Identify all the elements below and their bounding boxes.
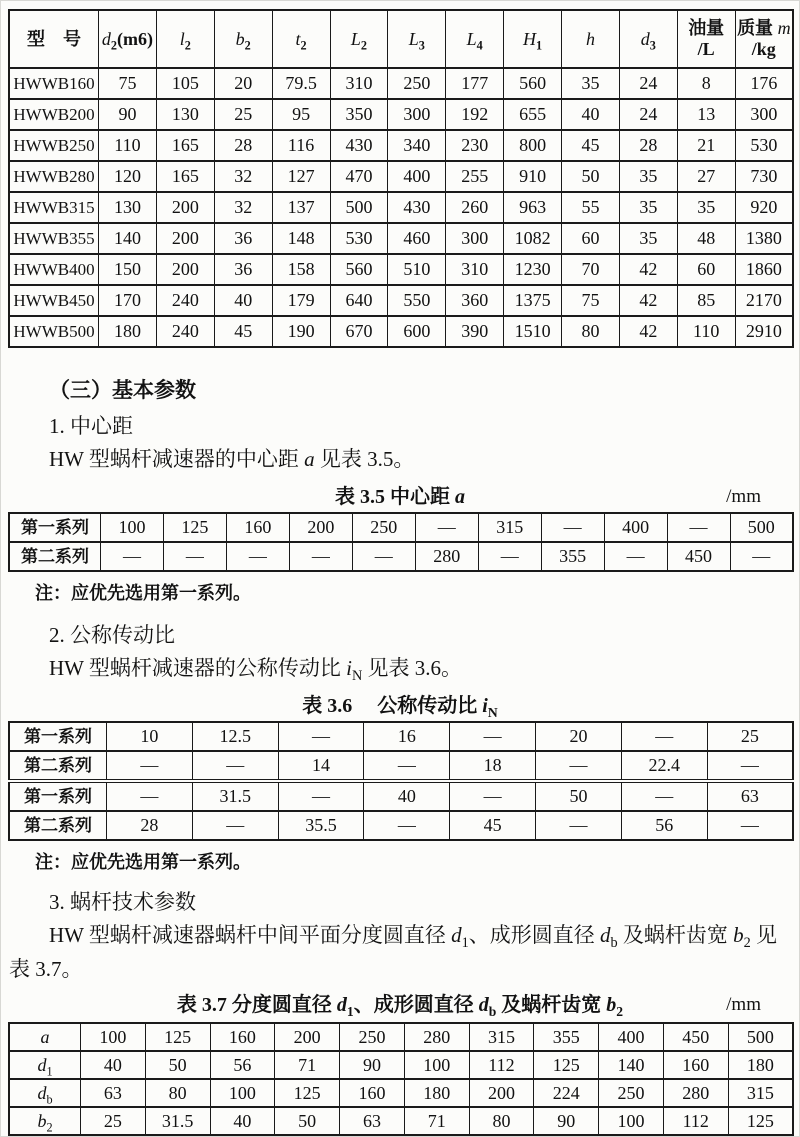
table-cell: 110 <box>677 316 735 347</box>
worm-diameter-table <box>8 1022 794 1136</box>
column-header: $l_2$ <box>156 10 214 68</box>
table-cell: 112 <box>663 1107 728 1135</box>
table-cell: 192 <box>446 99 504 130</box>
table-cell: 100 <box>599 1107 664 1135</box>
table-cell: — <box>478 542 541 571</box>
table-cell: 63 <box>340 1107 405 1135</box>
row-label: HWWB315 <box>9 192 99 223</box>
table-row <box>9 513 793 542</box>
table-cell: 200 <box>156 192 214 223</box>
table-cell: 90 <box>340 1051 405 1079</box>
table-cell: 13 <box>677 99 735 130</box>
table-cell: 28 <box>107 811 193 840</box>
table-3-7-caption <box>1 992 799 1018</box>
table-cell: 340 <box>388 130 446 161</box>
table-3-5-unit: /mm <box>726 486 761 507</box>
table-cell: 450 <box>663 1023 728 1051</box>
table-cell: 130 <box>99 192 157 223</box>
table-cell: 127 <box>272 161 330 192</box>
table-cell: 79.5 <box>272 68 330 99</box>
column-header: 油量 /L <box>677 10 735 68</box>
table-cell: 200 <box>156 254 214 285</box>
table-cell: 180 <box>99 316 157 347</box>
table-cell: 300 <box>735 99 793 130</box>
table-cell: — <box>192 811 278 840</box>
subsection-1-body: HW 型蜗杆减速器的中心距 a 见表 3.5。 <box>49 447 415 471</box>
table-cell: 500 <box>330 192 388 223</box>
subsection-2-body: HW 型蜗杆减速器的公称传动比 $i_N$ 见表 3.6。 <box>49 656 463 685</box>
table-cell: 50 <box>145 1051 210 1079</box>
table-cell: 90 <box>99 99 157 130</box>
table-cell: 250 <box>599 1079 664 1107</box>
table-cell: 250 <box>352 513 415 542</box>
row-label: HWWB160 <box>9 68 99 99</box>
table-cell: 75 <box>99 68 157 99</box>
row-label: HWWB500 <box>9 316 99 347</box>
row-label: 第二系列 <box>9 542 101 571</box>
table-cell: 125 <box>728 1107 793 1135</box>
table-cell: 280 <box>404 1023 469 1051</box>
table-cell: 55 <box>562 192 620 223</box>
table-cell: 500 <box>730 513 793 542</box>
table-cell: 530 <box>735 130 793 161</box>
table-cell: — <box>541 513 604 542</box>
table-cell: 315 <box>469 1023 534 1051</box>
table-cell: 200 <box>156 223 214 254</box>
table-cell: 110 <box>99 130 157 161</box>
center-distance-table <box>8 512 794 572</box>
table-cell: 16 <box>364 722 450 751</box>
table-cell: 12.5 <box>192 722 278 751</box>
table-cell: — <box>278 781 364 811</box>
table-cell: 42 <box>619 285 677 316</box>
table-cell: 1375 <box>504 285 562 316</box>
table-cell: 21 <box>677 130 735 161</box>
table-row <box>9 316 793 347</box>
table-cell: 310 <box>446 254 504 285</box>
table-cell: 63 <box>81 1079 146 1107</box>
table-cell: 42 <box>619 254 677 285</box>
table-cell: 42 <box>619 316 677 347</box>
table-cell: — <box>415 513 478 542</box>
column-header: $L_2$ <box>330 10 388 68</box>
table-cell: 71 <box>404 1107 469 1135</box>
table-cell: — <box>163 542 226 571</box>
table-cell: 90 <box>534 1107 599 1135</box>
table-cell: 100 <box>81 1023 146 1051</box>
table-cell: 390 <box>446 316 504 347</box>
table-cell: 25 <box>81 1107 146 1135</box>
table-cell: 1230 <box>504 254 562 285</box>
table-cell: 80 <box>562 316 620 347</box>
table-cell: 280 <box>415 542 478 571</box>
table-cell: 315 <box>478 513 541 542</box>
table-cell: 40 <box>81 1051 146 1079</box>
table-cell: 280 <box>663 1079 728 1107</box>
table-3-6-caption-text: 表 3.6 公称传动比 $i_N$ <box>302 695 498 720</box>
table-cell: 36 <box>214 254 272 285</box>
column-header: $L_4$ <box>446 10 504 68</box>
subsection-2-title: 2. 公称传动比 <box>49 623 175 647</box>
table-cell: — <box>621 722 707 751</box>
table-cell: 35 <box>562 68 620 99</box>
table-cell: — <box>107 781 193 811</box>
table-cell: 190 <box>272 316 330 347</box>
table-row <box>9 99 793 130</box>
table-cell: 230 <box>446 130 504 161</box>
row-label: HWWB200 <box>9 99 99 130</box>
table-cell: — <box>621 781 707 811</box>
table-cell: 32 <box>214 192 272 223</box>
table-cell: 1860 <box>735 254 793 285</box>
table-cell: 28 <box>619 130 677 161</box>
table-cell: 105 <box>156 68 214 99</box>
table-cell: 45 <box>450 811 536 840</box>
table-cell: 355 <box>541 542 604 571</box>
table-cell: — <box>707 751 793 781</box>
table-cell: 100 <box>404 1051 469 1079</box>
table-cell: 510 <box>388 254 446 285</box>
table-cell: 430 <box>388 192 446 223</box>
table-row <box>9 130 793 161</box>
table-cell: — <box>536 751 622 781</box>
table-cell: 85 <box>677 285 735 316</box>
table-cell: 120 <box>99 161 157 192</box>
table-3-5-note: 注：应优先选用第一系列。 <box>35 583 251 603</box>
table-cell: 550 <box>388 285 446 316</box>
row-label: 第一系列 <box>9 513 101 542</box>
table-cell: — <box>364 751 450 781</box>
table-cell: 179 <box>272 285 330 316</box>
table-cell: 14 <box>278 751 364 781</box>
table-row <box>9 1079 793 1107</box>
table-row <box>9 722 793 751</box>
table-cell: 2910 <box>735 316 793 347</box>
table-cell: 56 <box>210 1051 275 1079</box>
table-cell: 35 <box>619 223 677 254</box>
table-cell: 500 <box>728 1023 793 1051</box>
table-cell: 63 <box>707 781 793 811</box>
table-cell: 600 <box>388 316 446 347</box>
table-cell: 20 <box>536 722 622 751</box>
table-cell: 200 <box>275 1023 340 1051</box>
column-header: $d_3$ <box>619 10 677 68</box>
table-cell: — <box>707 811 793 840</box>
table-cell: 560 <box>330 254 388 285</box>
table-cell: 963 <box>504 192 562 223</box>
table-cell: 460 <box>388 223 446 254</box>
row-label: 第二系列 <box>9 751 107 781</box>
table-cell: 655 <box>504 99 562 130</box>
table-cell: 640 <box>330 285 388 316</box>
table-cell: 560 <box>504 68 562 99</box>
table-cell: — <box>450 781 536 811</box>
table-cell: 530 <box>330 223 388 254</box>
column-header: $L_3$ <box>388 10 446 68</box>
table-row <box>9 285 793 316</box>
table-cell: 20 <box>214 68 272 99</box>
table-cell: 45 <box>562 130 620 161</box>
column-header: 型 号 <box>9 10 99 68</box>
table-cell: 112 <box>469 1051 534 1079</box>
table-cell: 148 <box>272 223 330 254</box>
table-cell: 160 <box>340 1079 405 1107</box>
subsection-1-title: 1. 中心距 <box>49 414 133 438</box>
table-cell: 50 <box>562 161 620 192</box>
table-cell: 95 <box>272 99 330 130</box>
table-cell: 470 <box>330 161 388 192</box>
table-cell: 70 <box>562 254 620 285</box>
row-label: HWWB355 <box>9 223 99 254</box>
table-cell: 24 <box>619 68 677 99</box>
table-cell: 240 <box>156 316 214 347</box>
table-cell: 920 <box>735 192 793 223</box>
table-cell: 125 <box>163 513 226 542</box>
table-cell: 31.5 <box>145 1107 210 1135</box>
table-row <box>9 68 793 99</box>
row-label: $d_b$ <box>9 1079 81 1107</box>
table-cell: 200 <box>469 1079 534 1107</box>
table-cell: — <box>536 811 622 840</box>
table-cell: — <box>101 542 164 571</box>
table-cell: 310 <box>330 68 388 99</box>
row-label: HWWB280 <box>9 161 99 192</box>
table-cell: — <box>450 722 536 751</box>
table-row <box>9 542 793 571</box>
table-cell: 150 <box>99 254 157 285</box>
table-row <box>9 811 793 840</box>
table-3-7-unit: /mm <box>726 994 761 1015</box>
table-cell: 260 <box>446 192 504 223</box>
table-cell: 22.4 <box>621 751 707 781</box>
table-cell: — <box>364 811 450 840</box>
table-cell: 125 <box>534 1051 599 1079</box>
subsection-3-title: 3. 蜗杆技术参数 <box>49 890 196 914</box>
table-cell: 75 <box>562 285 620 316</box>
table-cell: 56 <box>621 811 707 840</box>
table-cell: 28 <box>214 130 272 161</box>
column-header: $H_1$ <box>504 10 562 68</box>
table-header-row <box>9 10 793 68</box>
table-cell: 50 <box>536 781 622 811</box>
table-cell: — <box>604 542 667 571</box>
table-cell: 60 <box>562 223 620 254</box>
table-cell: 355 <box>534 1023 599 1051</box>
row-label: HWWB250 <box>9 130 99 161</box>
table-cell: 137 <box>272 192 330 223</box>
row-label: $b_2$ <box>9 1107 81 1135</box>
table-cell: 25 <box>214 99 272 130</box>
table-cell: 176 <box>735 68 793 99</box>
table-cell: 350 <box>330 99 388 130</box>
row-label: HWWB400 <box>9 254 99 285</box>
table-cell: 1510 <box>504 316 562 347</box>
column-header: $t_2$ <box>272 10 330 68</box>
table-cell: 35.5 <box>278 811 364 840</box>
table-3-7-caption-text: 表 3.7 分度圆直径 $d_1$、成形圆直径 $d_b$ 及蜗杆齿宽 $b_2$ <box>176 994 624 1019</box>
table-cell: 32 <box>214 161 272 192</box>
table-cell: 10 <box>107 722 193 751</box>
subsection-3-body-line2: 表 3.7。 <box>9 957 83 981</box>
table-cell: 116 <box>272 130 330 161</box>
table-cell: — <box>107 751 193 781</box>
row-label: $d_1$ <box>9 1051 81 1079</box>
table-cell: 165 <box>156 130 214 161</box>
table-cell: 160 <box>663 1051 728 1079</box>
table-row <box>9 1107 793 1135</box>
table-3-6-note: 注：应优先选用第一系列。 <box>35 852 251 872</box>
table-cell: — <box>192 751 278 781</box>
table-cell: — <box>352 542 415 571</box>
row-label: HWWB450 <box>9 285 99 316</box>
table-cell: — <box>730 542 793 571</box>
table-cell: 177 <box>446 68 504 99</box>
table-cell: 450 <box>667 542 730 571</box>
table-cell: 36 <box>214 223 272 254</box>
table-cell: 40 <box>214 285 272 316</box>
table-cell: 80 <box>145 1079 210 1107</box>
table-cell: 400 <box>388 161 446 192</box>
table-cell: 18 <box>450 751 536 781</box>
table-cell: 130 <box>156 99 214 130</box>
table-cell: — <box>667 513 730 542</box>
table-cell: 240 <box>156 285 214 316</box>
table-cell: 140 <box>599 1051 664 1079</box>
table-3-6-caption <box>1 693 799 719</box>
table-cell: 670 <box>330 316 388 347</box>
table-cell: 40 <box>562 99 620 130</box>
table-cell: 160 <box>226 513 289 542</box>
table-cell: 2170 <box>735 285 793 316</box>
table-cell: 1082 <box>504 223 562 254</box>
column-header: 质量 m /kg <box>735 10 793 68</box>
table-cell: 40 <box>364 781 450 811</box>
table-cell: 1380 <box>735 223 793 254</box>
subsection-3-body-line1: HW 型蜗杆减速器蜗杆中间平面分度圆直径 $d_1$、成形圆直径 $d_b$ 及蜗杆齿宽 $b_2$ 见 <box>49 923 778 952</box>
table-row <box>9 1023 793 1051</box>
table-cell: 35 <box>619 192 677 223</box>
table-cell: 158 <box>272 254 330 285</box>
table-cell: — <box>278 722 364 751</box>
table-cell: 140 <box>99 223 157 254</box>
row-label: a <box>9 1023 81 1051</box>
table-cell: 80 <box>469 1107 534 1135</box>
column-header: h <box>562 10 620 68</box>
table-cell: 300 <box>446 223 504 254</box>
table-cell: 48 <box>677 223 735 254</box>
table-cell: 125 <box>145 1023 210 1051</box>
table-cell: — <box>289 542 352 571</box>
table-cell: 255 <box>446 161 504 192</box>
table-cell: 45 <box>214 316 272 347</box>
table-row <box>9 781 793 811</box>
table-cell: 100 <box>101 513 164 542</box>
table-row <box>9 751 793 781</box>
row-label: 第一系列 <box>9 781 107 811</box>
table-cell: 730 <box>735 161 793 192</box>
table-cell: 100 <box>210 1079 275 1107</box>
table-row <box>9 254 793 285</box>
table-cell: 200 <box>289 513 352 542</box>
table-cell: 170 <box>99 285 157 316</box>
section-heading: （三）基本参数 <box>49 378 196 402</box>
table-cell: 35 <box>619 161 677 192</box>
table-3-5-caption <box>1 484 799 510</box>
table-row <box>9 192 793 223</box>
table-cell: 400 <box>599 1023 664 1051</box>
table-cell: 315 <box>728 1079 793 1107</box>
table-row <box>9 161 793 192</box>
table-cell: 250 <box>388 68 446 99</box>
table-cell: 31.5 <box>192 781 278 811</box>
table-3-5-caption-text: 表 3.5 中心距 a <box>335 486 465 508</box>
table-cell: 60 <box>677 254 735 285</box>
table-cell: 35 <box>677 192 735 223</box>
table-cell: 24 <box>619 99 677 130</box>
row-label: 第一系列 <box>9 722 107 751</box>
table-cell: 40 <box>210 1107 275 1135</box>
table-cell: 250 <box>340 1023 405 1051</box>
column-header: $b_2$ <box>214 10 272 68</box>
table-cell: 25 <box>707 722 793 751</box>
table-row <box>9 223 793 254</box>
table-cell: 27 <box>677 161 735 192</box>
table-cell: 180 <box>404 1079 469 1107</box>
table-cell: 224 <box>534 1079 599 1107</box>
table-cell: 8 <box>677 68 735 99</box>
row-label: 第二系列 <box>9 811 107 840</box>
table-cell: 160 <box>210 1023 275 1051</box>
table-cell: 400 <box>604 513 667 542</box>
table-cell: — <box>226 542 289 571</box>
reducer-dimension-table <box>8 9 794 348</box>
table-cell: 50 <box>275 1107 340 1135</box>
table-cell: 800 <box>504 130 562 161</box>
table-cell: 71 <box>275 1051 340 1079</box>
column-header: $d_2(m6)$ <box>99 10 157 68</box>
table-row <box>9 1051 793 1079</box>
table-cell: 430 <box>330 130 388 161</box>
table-cell: 360 <box>446 285 504 316</box>
table-cell: 300 <box>388 99 446 130</box>
transmission-ratio-table <box>8 721 794 841</box>
table-cell: 180 <box>728 1051 793 1079</box>
table-cell: 125 <box>275 1079 340 1107</box>
table-cell: 165 <box>156 161 214 192</box>
table-cell: 910 <box>504 161 562 192</box>
